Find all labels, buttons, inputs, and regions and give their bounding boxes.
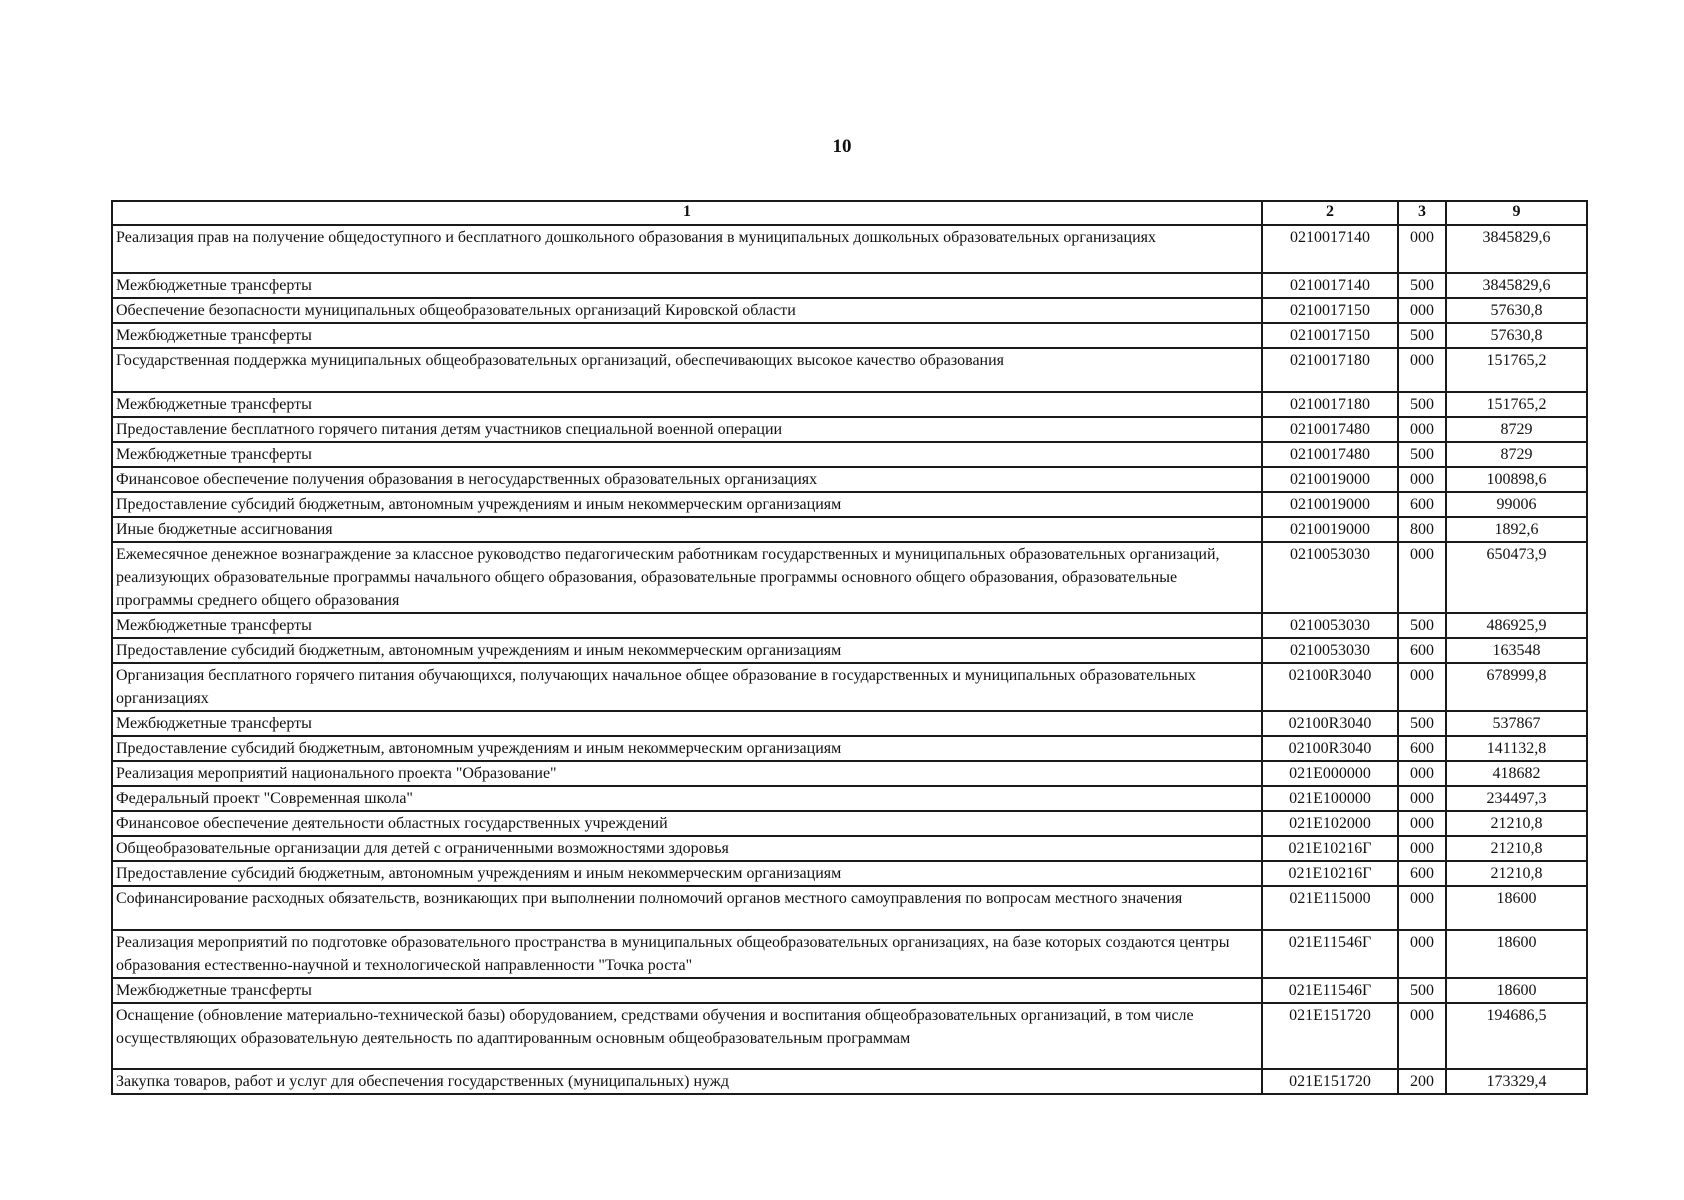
- row-name: Иные бюджетные ассигнования: [112, 517, 1262, 542]
- row-name: Межбюджетные трансферты: [112, 711, 1262, 736]
- budget-table: [111, 200, 1588, 1095]
- table-row: [112, 392, 1587, 417]
- table-row: [112, 417, 1587, 442]
- table-row: [112, 225, 1587, 273]
- row-code: 021E102000: [1262, 811, 1398, 836]
- row-code: 021E151720: [1262, 1069, 1398, 1094]
- row-type: 600: [1398, 492, 1446, 517]
- row-code: 0210017180: [1262, 392, 1398, 417]
- row-name: Обеспечение безопасности муниципальных общеобразовательных организаций Кировской области: [112, 298, 1262, 323]
- row-name: Закупка товаров, работ и услуг для обеспечения государственных (муниципальных) нужд: [112, 1069, 1262, 1094]
- row-amount: 57630,8: [1446, 298, 1587, 323]
- row-name: Межбюджетные трансферты: [112, 273, 1262, 298]
- row-amount: 21210,8: [1446, 811, 1587, 836]
- row-name: Реализация мероприятий по подготовке образовательного пространства в муниципальных общеобразовательных организациях, на базе которых создаются центры образования естественно-научной и технологической направленности "Точка роста": [112, 930, 1262, 978]
- row-amount: 18600: [1446, 886, 1587, 930]
- table-row: [112, 836, 1587, 861]
- row-name: Ежемесячное денежное вознаграждение за классное руководство педагогическим работникам государственных и муниципальных образовательных организаций, реализующих образовательные программы начального общего образования, образовательные программы основного общего образования, образовательные программы среднего общего образования: [112, 542, 1262, 613]
- table-row: [112, 613, 1587, 638]
- row-code: 021E11546Г: [1262, 930, 1398, 978]
- row-type: 600: [1398, 861, 1446, 886]
- row-type: 600: [1398, 736, 1446, 761]
- table-row: [112, 442, 1587, 467]
- row-name: Предоставление субсидий бюджетным, автономным учреждениям и иным некоммерческим организациям: [112, 638, 1262, 663]
- row-code: 0210017480: [1262, 442, 1398, 467]
- table-row: [112, 930, 1587, 978]
- row-type: 000: [1398, 786, 1446, 811]
- row-type: 000: [1398, 1003, 1446, 1069]
- row-name: Финансовое обеспечение получения образования в негосударственных образовательных организациях: [112, 467, 1262, 492]
- row-name: Федеральный проект "Современная школа": [112, 786, 1262, 811]
- header-col-2: 2: [1262, 201, 1398, 225]
- row-code: 0210017480: [1262, 417, 1398, 442]
- row-name: Организация бесплатного горячего питания обучающихся, получающих начальное общее образование в государственных и муниципальных образовательных организациях: [112, 663, 1262, 711]
- row-code: 02100R3040: [1262, 711, 1398, 736]
- row-amount: 21210,8: [1446, 861, 1587, 886]
- row-type: 500: [1398, 273, 1446, 298]
- row-type: 000: [1398, 348, 1446, 392]
- row-code: 0210017140: [1262, 273, 1398, 298]
- table-row: [112, 323, 1587, 348]
- header-col-1: 1: [112, 201, 1262, 225]
- row-type: 500: [1398, 442, 1446, 467]
- row-amount: 486925,9: [1446, 613, 1587, 638]
- row-amount: 3845829,6: [1446, 225, 1587, 273]
- row-type: 000: [1398, 542, 1446, 613]
- row-code: 0210053030: [1262, 542, 1398, 613]
- row-amount: 8729: [1446, 417, 1587, 442]
- table-row: [112, 542, 1587, 613]
- row-type: 500: [1398, 613, 1446, 638]
- row-name: Предоставление субсидий бюджетным, автономным учреждениям и иным некоммерческим организациям: [112, 736, 1262, 761]
- row-amount: 3845829,6: [1446, 273, 1587, 298]
- row-amount: 678999,8: [1446, 663, 1587, 711]
- row-type: 000: [1398, 417, 1446, 442]
- row-type: 000: [1398, 836, 1446, 861]
- row-amount: 99006: [1446, 492, 1587, 517]
- row-type: 000: [1398, 663, 1446, 711]
- table-row: [112, 736, 1587, 761]
- row-amount: 151765,2: [1446, 348, 1587, 392]
- table-row: [112, 786, 1587, 811]
- row-code: 021E000000: [1262, 761, 1398, 786]
- row-name: Финансовое обеспечение деятельности областных государственных учреждений: [112, 811, 1262, 836]
- row-type: 500: [1398, 978, 1446, 1003]
- row-amount: 1892,6: [1446, 517, 1587, 542]
- table-row: [112, 1069, 1587, 1094]
- row-name: Общеобразовательные организации для детей с ограниченными возможностями здоровья: [112, 836, 1262, 861]
- row-type: 000: [1398, 811, 1446, 836]
- table-row: [112, 638, 1587, 663]
- row-amount: 151765,2: [1446, 392, 1587, 417]
- row-name: Реализация прав на получение общедоступного и бесплатного дошкольного образования в муниципальных дошкольных образовательных организациях: [112, 225, 1262, 273]
- table-body: [112, 225, 1587, 1094]
- row-code: 02100R3040: [1262, 736, 1398, 761]
- row-code: 021E151720: [1262, 1003, 1398, 1069]
- row-name: Оснащение (обновление материально-технической базы) оборудованием, средствами обучения и воспитания общеобразовательных организаций, в том числе осуществляющих образовательную деятельность по адаптированным основным общеобразовательным программам: [112, 1003, 1262, 1069]
- row-name: Государственная поддержка муниципальных общеобразовательных организаций, обеспечивающих высокое качество образования: [112, 348, 1262, 392]
- row-code: 021E10216Г: [1262, 861, 1398, 886]
- row-name: Межбюджетные трансферты: [112, 392, 1262, 417]
- row-amount: 141132,8: [1446, 736, 1587, 761]
- table-row: [112, 861, 1587, 886]
- table-row: [112, 1003, 1587, 1069]
- row-code: 021E10216Г: [1262, 836, 1398, 861]
- row-name: Предоставление бесплатного горячего питания детям участников специальной военной операции: [112, 417, 1262, 442]
- row-code: 021E115000: [1262, 886, 1398, 930]
- row-code: 0210019000: [1262, 492, 1398, 517]
- row-name: Межбюджетные трансферты: [112, 323, 1262, 348]
- row-amount: 537867: [1446, 711, 1587, 736]
- row-amount: 173329,4: [1446, 1069, 1587, 1094]
- row-type: 000: [1398, 886, 1446, 930]
- row-amount: 57630,8: [1446, 323, 1587, 348]
- row-type: 000: [1398, 761, 1446, 786]
- row-amount: 21210,8: [1446, 836, 1587, 861]
- table-row: [112, 711, 1587, 736]
- row-amount: 8729: [1446, 442, 1587, 467]
- row-name: Межбюджетные трансферты: [112, 442, 1262, 467]
- row-type: 500: [1398, 711, 1446, 736]
- row-code: 0210019000: [1262, 517, 1398, 542]
- row-name: Межбюджетные трансферты: [112, 978, 1262, 1003]
- table-row: [112, 298, 1587, 323]
- page-number: 10: [832, 136, 852, 157]
- row-amount: 650473,9: [1446, 542, 1587, 613]
- row-name: Реализация мероприятий национального проекта "Образование": [112, 761, 1262, 786]
- row-code: 02100R3040: [1262, 663, 1398, 711]
- row-code: 0210017150: [1262, 323, 1398, 348]
- table-row: [112, 886, 1587, 930]
- row-code: 0210017140: [1262, 225, 1398, 273]
- header-col-3: 3: [1398, 201, 1446, 225]
- header-row: [112, 201, 1587, 225]
- row-type: 500: [1398, 323, 1446, 348]
- row-type: 200: [1398, 1069, 1446, 1094]
- row-type: 600: [1398, 638, 1446, 663]
- row-amount: 194686,5: [1446, 1003, 1587, 1069]
- row-name: Межбюджетные трансферты: [112, 613, 1262, 638]
- row-amount: 18600: [1446, 930, 1587, 978]
- table-row: [112, 467, 1587, 492]
- row-code: 0210053030: [1262, 638, 1398, 663]
- row-code: 021E11546Г: [1262, 978, 1398, 1003]
- row-type: 000: [1398, 467, 1446, 492]
- table-row: [112, 663, 1587, 711]
- row-name: Предоставление субсидий бюджетным, автономным учреждениям и иным некоммерческим организациям: [112, 492, 1262, 517]
- row-amount: 100898,6: [1446, 467, 1587, 492]
- table-row: [112, 348, 1587, 392]
- row-amount: 418682: [1446, 761, 1587, 786]
- row-name: Предоставление субсидий бюджетным, автономным учреждениям и иным некоммерческим организациям: [112, 861, 1262, 886]
- table-row: [112, 761, 1587, 786]
- row-code: 0210053030: [1262, 613, 1398, 638]
- table-row: [112, 273, 1587, 298]
- row-type: 000: [1398, 930, 1446, 978]
- header-col-9: 9: [1446, 201, 1587, 225]
- table-row: [112, 517, 1587, 542]
- row-type: 500: [1398, 392, 1446, 417]
- row-type: 000: [1398, 225, 1446, 273]
- row-code: 0210017180: [1262, 348, 1398, 392]
- row-name: Софинансирование расходных обязательств, возникающих при выполнении полномочий органов местного самоуправления по вопросам местного значения: [112, 886, 1262, 930]
- row-type: 800: [1398, 517, 1446, 542]
- row-code: 021E100000: [1262, 786, 1398, 811]
- row-amount: 18600: [1446, 978, 1587, 1003]
- row-type: 000: [1398, 298, 1446, 323]
- row-amount: 163548: [1446, 638, 1587, 663]
- table-row: [112, 811, 1587, 836]
- row-amount: 234497,3: [1446, 786, 1587, 811]
- table-row: [112, 492, 1587, 517]
- row-code: 0210019000: [1262, 467, 1398, 492]
- table-row: [112, 978, 1587, 1003]
- row-code: 0210017150: [1262, 298, 1398, 323]
